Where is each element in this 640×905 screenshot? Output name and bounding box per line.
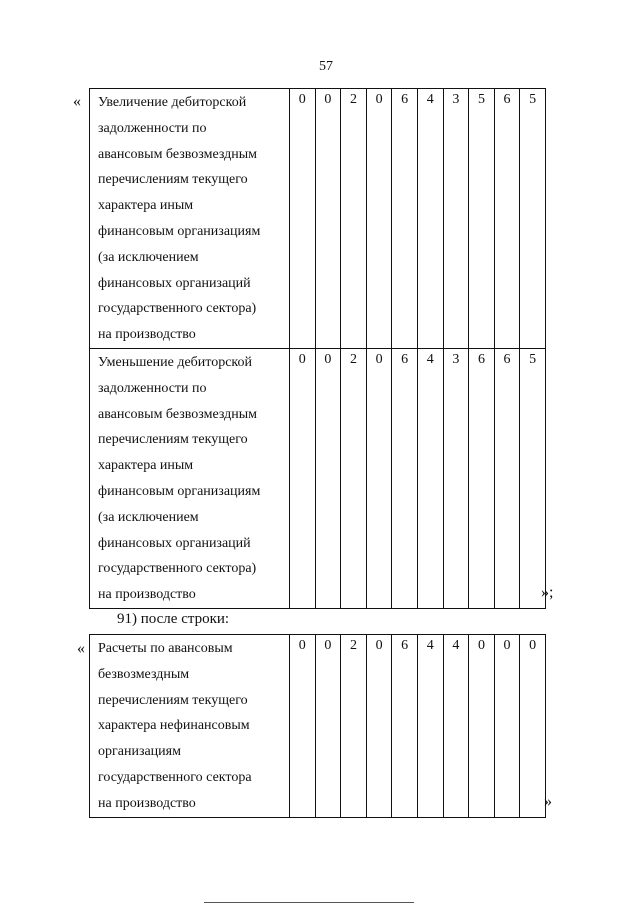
close-quote-2: »: [544, 793, 552, 810]
code-digit: 4: [417, 89, 443, 349]
code-digit: 6: [392, 348, 418, 608]
code-digit: 0: [290, 635, 316, 818]
table-row: [90, 89, 546, 349]
row-label-line: финансовых организаций: [98, 275, 251, 291]
row-label: [90, 89, 290, 349]
code-digit: 3: [443, 89, 469, 349]
row-label-line: авансовым безвозмездным: [98, 406, 258, 422]
row-label-line: на производство: [98, 327, 196, 343]
row-label-line: финансовым организациям: [98, 223, 261, 239]
row-label-line: (за исключением: [98, 249, 199, 265]
row-label-line: государственного сектора): [98, 301, 257, 317]
code-table-2: [89, 634, 546, 818]
code-digit: 6: [392, 89, 418, 349]
code-digit: 0: [520, 635, 546, 818]
code-digit: 6: [469, 348, 495, 608]
row-label-line: государственного сектора: [98, 769, 252, 785]
row-label-line: перечислениям текущего: [98, 692, 248, 708]
row-label-line: финансовых организаций: [98, 535, 251, 551]
code-digit: 2: [341, 635, 367, 818]
bottom-rule: [204, 902, 414, 903]
row-label-line: безвозмездным: [98, 666, 190, 682]
table-row: [90, 635, 546, 818]
code-digit: 4: [417, 348, 443, 608]
row-label: [90, 635, 290, 818]
code-digit: 0: [290, 89, 316, 349]
code-digit: 6: [494, 89, 520, 349]
row-label-line: на производство: [98, 795, 196, 811]
row-label-line: финансовым организациям: [98, 483, 261, 499]
row-label-line: Увеличение дебиторской: [98, 95, 247, 110]
code-digit: 0: [469, 635, 495, 818]
open-quote-2: «: [77, 640, 85, 657]
code-digit: 0: [366, 89, 392, 349]
row-label-line: государственного сектора): [98, 561, 257, 577]
row-label-line: организациям: [98, 744, 181, 760]
code-digit: 4: [417, 635, 443, 818]
code-digit: 0: [315, 348, 341, 608]
code-digit: 3: [443, 348, 469, 608]
code-digit: 2: [341, 89, 367, 349]
code-digit: 0: [315, 89, 341, 349]
code-digit: 0: [315, 635, 341, 818]
row-label-line: характера иным: [98, 458, 194, 474]
code-digit: 0: [366, 635, 392, 818]
row-label-line: Расчеты по авансовым: [98, 641, 233, 656]
code-digit: 6: [494, 348, 520, 608]
code-digit: 6: [392, 635, 418, 818]
code-digit: 5: [520, 89, 546, 349]
row-label-line: характера нефинансовым: [98, 718, 250, 734]
row-label-line: характера иным: [98, 198, 194, 214]
row-label-line: задолженности по: [98, 120, 207, 136]
row-label-line: (за исключением: [98, 509, 199, 525]
row-label-line: на производство: [98, 587, 196, 603]
code-digit: 0: [290, 348, 316, 608]
close-quote-1: »;: [541, 584, 554, 601]
code-digit: 0: [366, 348, 392, 608]
row-label-line: задолженности по: [98, 380, 207, 396]
code-digit: 2: [341, 348, 367, 608]
row-label-line: перечислениям текущего: [98, 432, 248, 448]
row-label-line: Уменьшение дебиторской: [98, 354, 253, 370]
table-row: [90, 348, 546, 608]
code-digit: 0: [494, 635, 520, 818]
open-quote-1: «: [73, 93, 81, 110]
code-digit: 4: [443, 635, 469, 818]
row-label-line: перечислениям текущего: [98, 172, 248, 188]
code-table-1: [89, 88, 546, 609]
row-label: [90, 348, 290, 608]
row-label-line: авансовым безвозмездным: [98, 146, 258, 162]
page-number: 57: [319, 59, 333, 74]
paragraph-91: 91) после строки:: [117, 611, 230, 627]
code-digit: 5: [520, 348, 546, 608]
code-digit: 5: [469, 89, 495, 349]
